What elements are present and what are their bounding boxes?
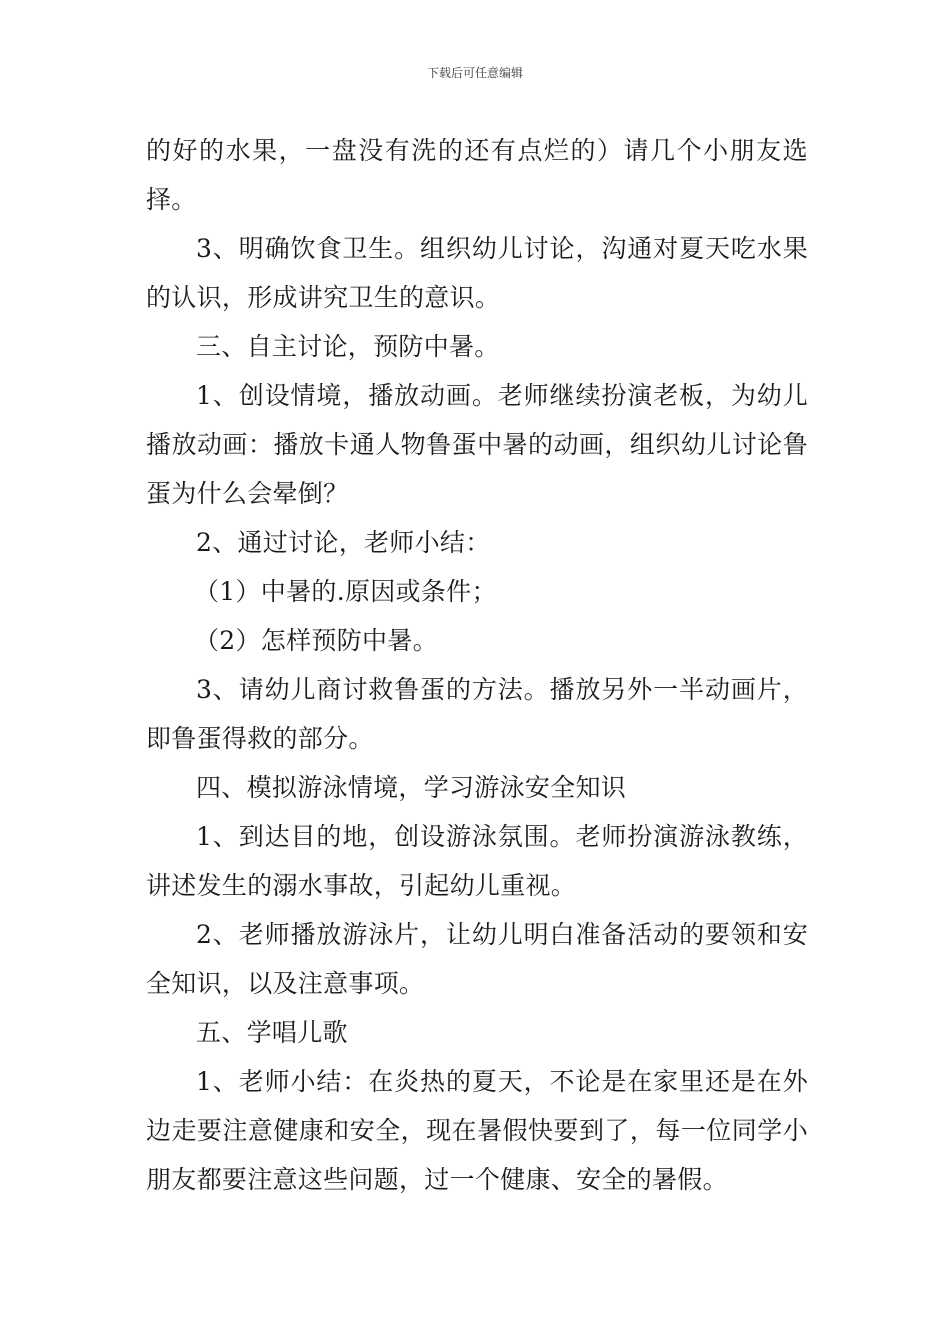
- paragraph: 1、到达目的地，创设游泳氛围。老师扮演游泳教练，讲述发生的溺水事故，引起幼儿重视。: [146, 822, 808, 900]
- paragraph: 2、老师播放游泳片，让幼儿明白准备活动的要领和安全知识，以及注意事项。: [146, 920, 808, 998]
- paragraph: 的好的水果，一盘没有洗的还有点烂的）请几个小朋友选择。: [146, 136, 808, 214]
- paragraph: 1、老师小结：在炎热的夏天，不论是在家里还是在外边走要注意健康和安全，现在暑假快要到了，每一位同学小朋友都要注意这些问题，过一个健康、安全的暑假。: [146, 1067, 808, 1194]
- paragraph: 2、通过讨论，老师小结：: [196, 528, 491, 557]
- paragraph: 1、创设情境，播放动画。老师继续扮演老板，为幼儿播放动画：播放卡通人物鲁蛋中暑的动画，组织幼儿讨论鲁蛋为什么会晕倒？: [146, 381, 808, 508]
- section-heading: 五、学唱儿歌: [196, 1018, 348, 1047]
- list-item: （1）中暑的.原因或条件；: [194, 577, 497, 606]
- document-body: [146, 126, 808, 1204]
- paragraph: 3、明确饮食卫生。组织幼儿讨论，沟通对夏天吃水果的认识，形成讲究卫生的意识。: [146, 234, 808, 312]
- list-item: （2）怎样预防中暑。: [194, 626, 438, 655]
- section-heading: 三、自主讨论，预防中暑。: [196, 332, 500, 361]
- section-heading: 四、模拟游泳情境，学习游泳安全知识: [196, 773, 627, 802]
- page-header: 下载后可任意编辑: [426, 66, 523, 80]
- paragraph: 3、请幼儿商讨救鲁蛋的方法。播放另外一半动画片，即鲁蛋得救的部分。: [146, 675, 808, 753]
